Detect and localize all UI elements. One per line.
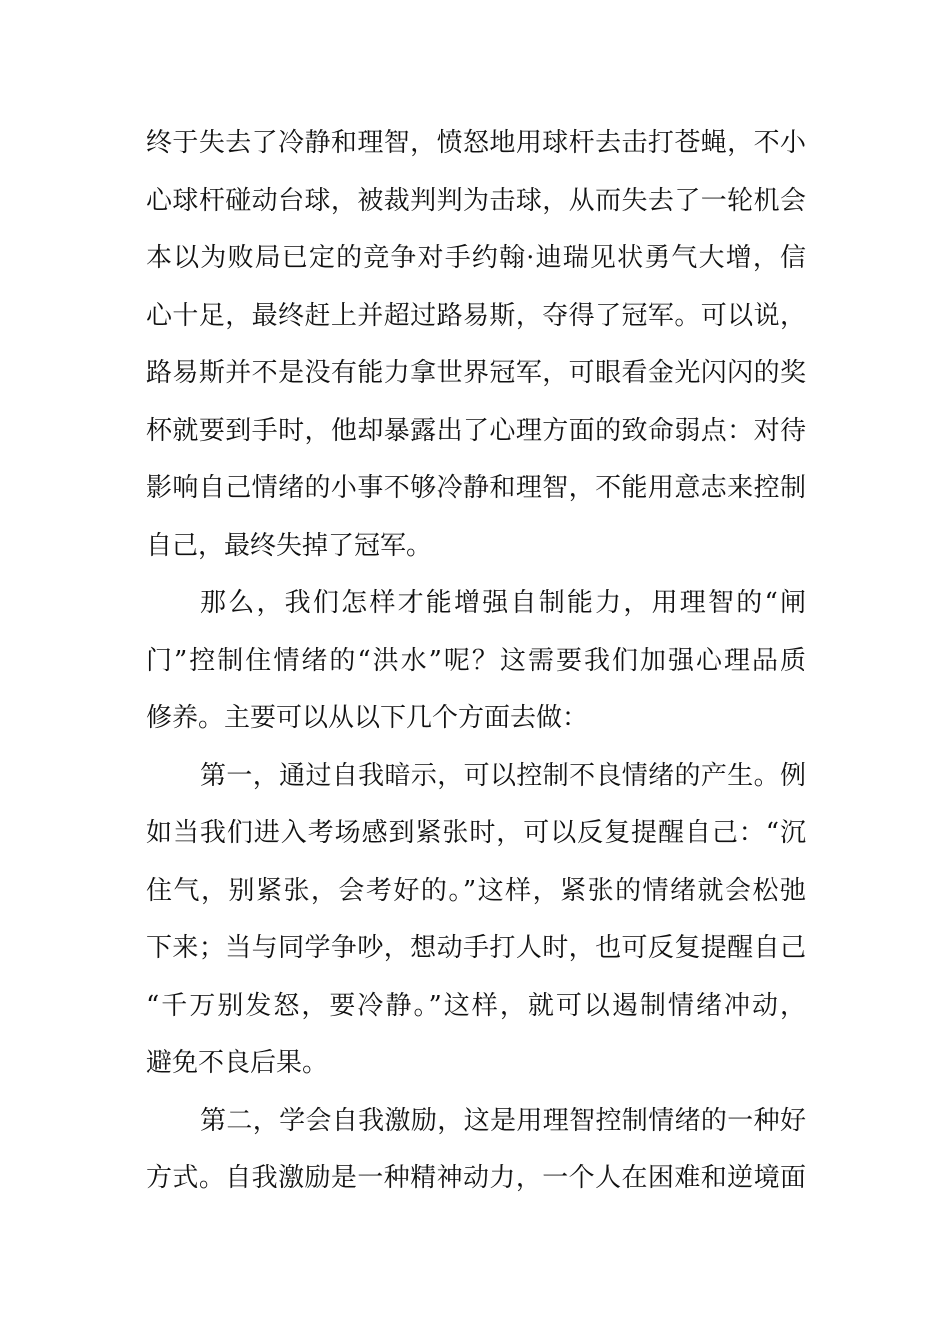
- text-line: 门”控制住情绪的“洪水”呢？这需要我们加强心理品质: [146, 645, 806, 676]
- body-text: [146, 115, 806, 1208]
- text-line: 心球杆碰动台球，被裁判判为击球，从而失去了一轮机会: [146, 185, 806, 216]
- text-line: 避免不良后果。: [146, 1048, 329, 1078]
- text-line: 住气，别紧张，会考好的。”这样，紧张的情绪就会松弛: [146, 875, 806, 906]
- text-line: 修养。主要可以从以下几个方面去做：: [146, 703, 589, 733]
- paragraph-start-line: 那么，我们怎样才能增强自制能力，用理智的“闸: [200, 588, 806, 618]
- paragraph-start-line: 第二，学会自我激励，这是用理智控制情绪的一种好: [200, 1105, 806, 1136]
- text-line: 心十足，最终赶上并超过路易斯，夺得了冠军。可以说，: [146, 300, 806, 331]
- text-line: “千万别发怒，要冷静。”这样，就可以遏制情绪冲动，: [146, 990, 806, 1021]
- text-line: 方式。自我激励是一种精神动力，一个人在困难和逆境面: [146, 1163, 806, 1193]
- text-line: 影响自己情绪的小事不够冷静和理智，不能用意志来控制: [146, 473, 806, 503]
- text-line: 下来；当与同学争吵，想动手打人时，也可反复提醒自己: [146, 933, 806, 963]
- text-line: 如当我们进入考场感到紧张时，可以反复提醒自己：“沉: [146, 818, 806, 848]
- paragraph-start-line: 第一，通过自我暗示，可以控制不良情绪的产生。例: [200, 760, 806, 791]
- text-line: 自己，最终失掉了冠军。: [146, 530, 433, 561]
- text-line: 杯就要到手时，他却暴露出了心理方面的致命弱点：对待: [146, 415, 806, 446]
- text-line: 路易斯并不是没有能力拿世界冠军，可眼看金光闪闪的奖: [146, 358, 806, 388]
- text-line: 本以为败局已定的竞争对手约翰·迪瑞见状勇气大增，信: [146, 243, 806, 273]
- text-line: 终于失去了冷静和理智，愤怒地用球杆去击打苍蝇，不小: [146, 128, 806, 158]
